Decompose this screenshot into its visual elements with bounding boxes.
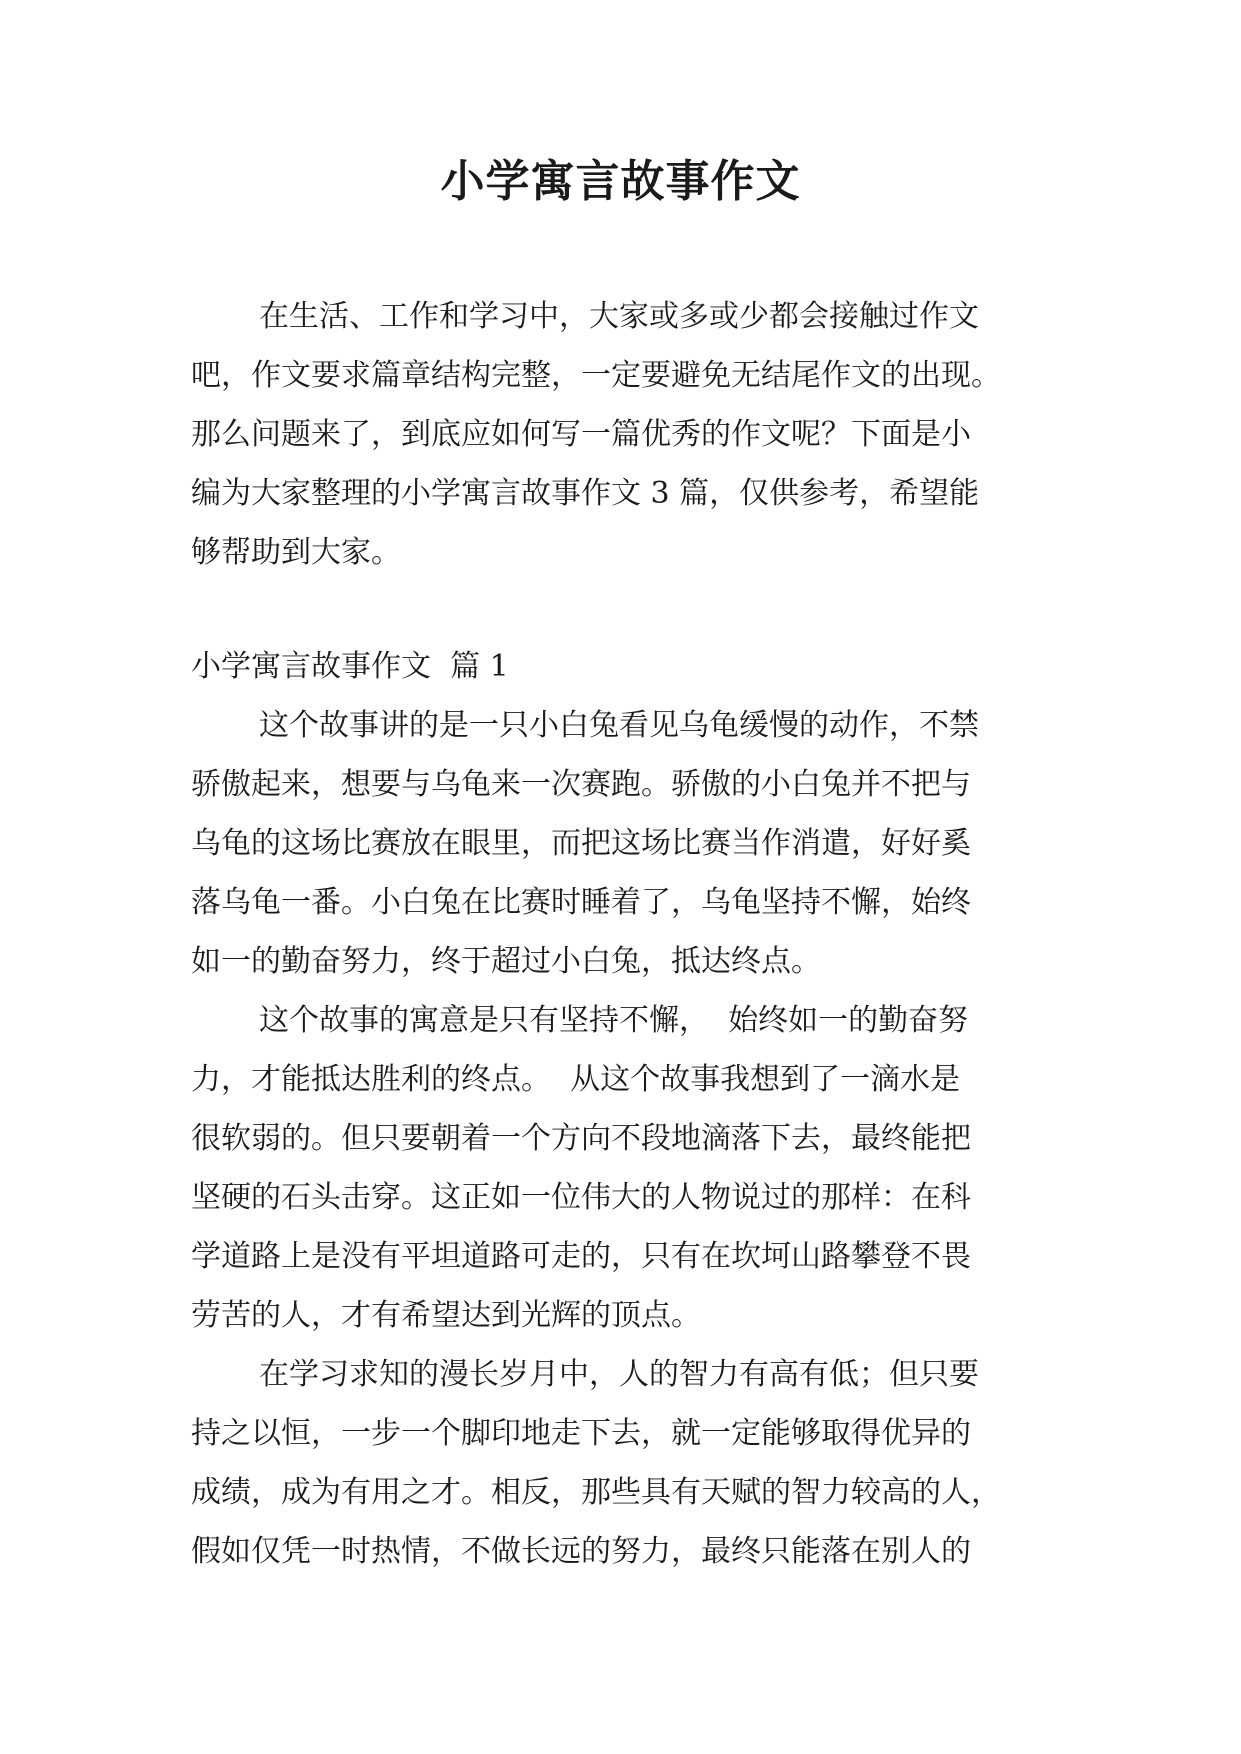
paragraph-1-line: 骄傲起来，想要与乌龟来一次赛跑。骄傲的小白兔并不把与 [191, 767, 971, 802]
paragraph-1-line: 这个故事讲的是一只小白兔看见乌龟缓慢的动作，不禁 [259, 708, 979, 743]
paragraph-1-line: 如一的勤奋努力，终于超过小白兔，抵达终点。 [191, 944, 821, 979]
document-title: 小学寓言故事作文 [440, 156, 801, 207]
paragraph-2-line: 很软弱的。但只要朝着一个方向不段地滴落下去，最终能把 [191, 1121, 971, 1156]
section-heading: 小学寓言故事作文 篇 1 [191, 649, 509, 684]
intro-line: 在生活、工作和学习中，大家或多或少都会接触过作文 [259, 299, 979, 334]
paragraph-2-line: 劳苦的人，才有希望达到光辉的顶点。 [191, 1298, 701, 1333]
intro-line: 那么问题来了，到底应如何写一篇优秀的作文呢？下面是小 [191, 417, 971, 452]
paragraph-3-line: 在学习求知的漫长岁月中，人的智力有高有低；但只要 [259, 1357, 979, 1392]
paragraph-2-line: 这个故事的寓意是只有坚持不懈， 始终如一的勤奋努 [259, 1003, 969, 1038]
paragraph-2-line: 学道路上是没有平坦道路可走的，只有在坎坷山路攀登不畏 [191, 1239, 971, 1274]
paragraph-3-line: 持之以恒，一步一个脚印地走下去，就一定能够取得优异的 [191, 1416, 971, 1451]
paragraph-3-line: 成绩，成为有用之才。相反，那些具有天赋的智力较高的人， [191, 1475, 1001, 1510]
intro-line: 编为大家整理的小学寓言故事作文 3 篇，仅供参考，希望能 [191, 476, 980, 511]
section-1 [191, 637, 1051, 1581]
intro-line: 够帮助到大家。 [191, 535, 401, 570]
paragraph-1-line: 乌龟的这场比赛放在眼里，而把这场比赛当作消遣，好好奚 [191, 826, 971, 861]
paragraph-2-line: 坚硬的石头击穿。这正如一位伟大的人物说过的那样：在科 [191, 1180, 971, 1215]
intro-line: 吧，作文要求篇章结构完整，一定要避免无结尾作文的出现。 [191, 358, 1001, 393]
paragraph-2-line: 力，才能抵达胜利的终点。 从这个故事我想到了一滴水是 [191, 1062, 961, 1097]
paragraph-3-line: 假如仅凭一时热情，不做长远的努力，最终只能落在别人的 [191, 1534, 971, 1569]
paragraph-1-line: 落乌龟一番。小白兔在比赛时睡着了，乌龟坚持不懈，始终 [191, 885, 971, 920]
intro-paragraph [191, 287, 1051, 582]
